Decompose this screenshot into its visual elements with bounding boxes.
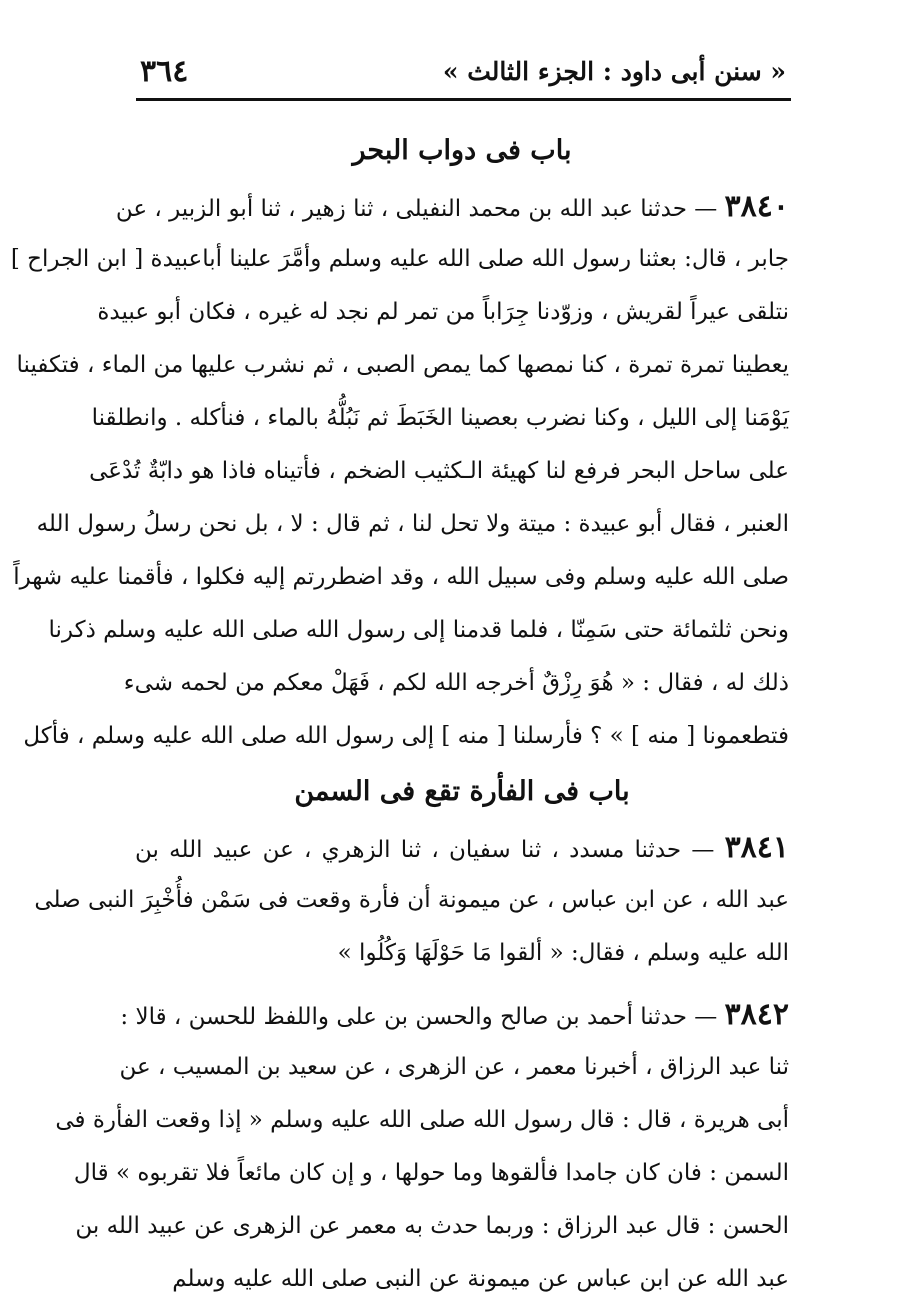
text-line	[115, 180, 789, 233]
header-rule	[136, 98, 791, 101]
text-line: ثنا عبد الرزاق ، أخبرنا معمر ، عن الزهرى ، عن سعيد بن المسيب ، عن	[119, 1054, 789, 1080]
hadith-number: ٣٨٤٢	[724, 997, 789, 1032]
text-line: على ساحل البحر فرفع لنا كهيئة الـكثيب الضخم ، فأتيناه فاذا هو دابّةٌ تُدْعَى	[89, 458, 789, 484]
text-line: يعطينا تمرة تمرة ، كنا نمصها كما يمص الصبى ، ثم نشرب عليها من الماء ، فتكفينا	[16, 352, 789, 378]
text-line: عبد الله عن ابن عباس عن ميمونة عن النبى صلى الله عليه وسلم	[172, 1266, 789, 1292]
hadith-text: — حدثنا مسدد ، ثنا سفيان ، ثنا الزهري ، عن عبيد الله بن	[135, 837, 715, 863]
text-line	[120, 988, 789, 1041]
chapter-heading: باب فى الفأرة تقع فى السمن	[294, 776, 630, 807]
text-line: يَوْمَنا إلى الليل ، وكنا نضرب بعصينا الخَبَطَ ثم نَبُلُّهُ بالماء ، فنأكله . وانطلقنا	[91, 405, 789, 431]
page-number: ٣٦٤	[140, 53, 189, 89]
hadith-number: ٣٨٤١	[724, 830, 790, 865]
page-body	[10, 122, 790, 1306]
spacer	[135, 980, 789, 988]
page-header	[140, 50, 786, 92]
text-line: صلى الله عليه وسلم وفى سبيل الله ، وقد اضطررتم إليه فكلوا ، فأقمنا عليه شهراً	[13, 564, 789, 590]
text-line: السمن : فان كان جامدا فألقوها وما حولها ، و إن كان مائعاً فلا تقربوه » قال	[73, 1160, 789, 1186]
hadith-number: ٣٨٤٠	[724, 189, 789, 224]
text-line: فتطعمونا [ منه ] » ؟ فأرسلنا [ منه ] إلى رسول الله صلى الله عليه وسلم ، فأكل	[23, 723, 789, 749]
running-title: « سنن أبى داود : الجزء الثالث »	[442, 56, 786, 86]
hadith-text: — حدثنا عبد الله بن محمد النفيلى ، ثنا زهير ، ثنا أبو الزبير ، عن	[115, 196, 718, 222]
text-line: جابر ، قال: بعثنا رسول الله صلى الله عليه وسلم وأمَّرَ علينا أباعبيدة [ ابن الجراح ]	[10, 246, 789, 272]
text-line: نتلقى عيراً لقريش ، وزوّدنا جِرَاباً من تمر لم نجد له غيره ، فكان أبو عبيدة	[97, 299, 789, 325]
text-line	[135, 821, 789, 874]
text-line: العنبر ، فقال أبو عبيدة : ميتة ولا تحل لنا ، ثم قال : لا ، بل نحن رسلُ رسول الله	[36, 511, 789, 537]
text-line: ذلك له ، فقال : « هُوَ رِزْقٌ أخرجه الله لكم ، فَهَلْ معكم من لحمه شىء	[123, 670, 789, 696]
text-line: الله عليه وسلم ، فقال: « ألقوا مَا حَوْلَهَا وَكُلُوا »	[337, 940, 789, 966]
hadith-text: — حدثنا أحمد بن صالح والحسن بن على واللفظ للحسن ، قالا :	[120, 1004, 718, 1030]
text-line: أبى هريرة ، قال : قال رسول الله صلى الله عليه وسلم « إذا وقعت الفأرة فى	[55, 1107, 789, 1133]
text-line: عبد الله ، عن ابن عباس ، عن ميمونة أن فأرة وقعت فى سَمْن فأُخْبِرَ النبى صلى	[34, 887, 789, 913]
text-line: الحسن : قال عبد الرزاق : وربما حدث به معمر عن الزهرى عن عبيد الله بن	[75, 1213, 789, 1239]
chapter-heading: باب فى دواب البحر	[352, 135, 572, 166]
text-line: ونحن ثلثمائة حتى سَمِنّا ، فلما قدمنا إلى رسول الله صلى الله عليه وسلم ذكرنا	[48, 617, 789, 643]
